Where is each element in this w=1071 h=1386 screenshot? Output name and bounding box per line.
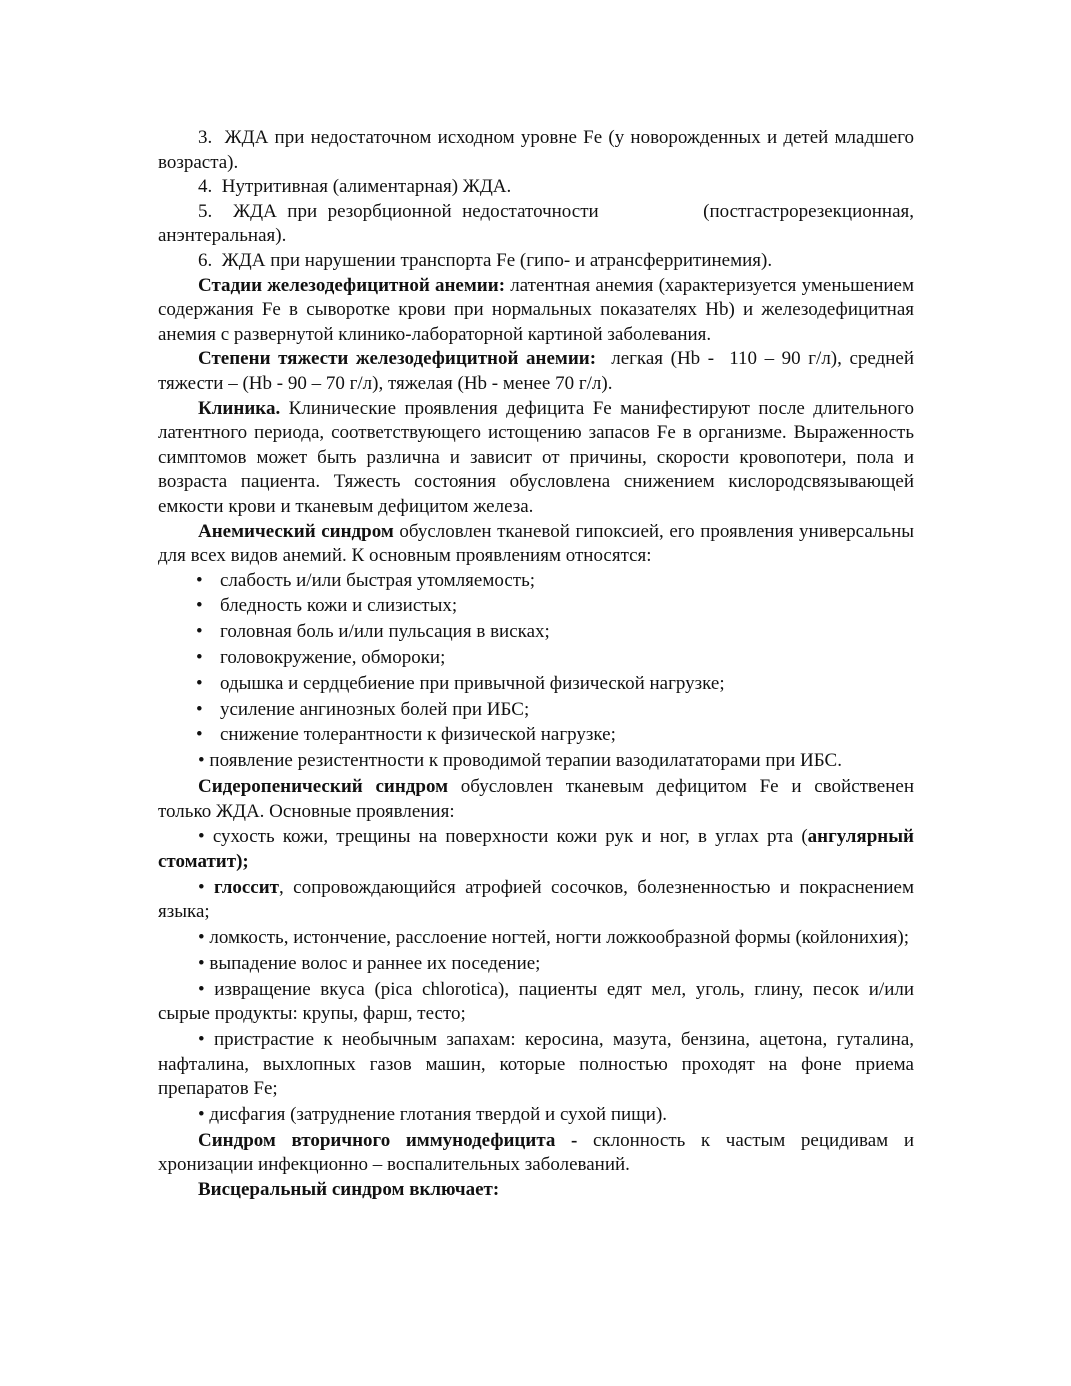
list-item <box>158 825 914 874</box>
list-item <box>158 926 914 951</box>
bullet-icon: • <box>198 927 205 949</box>
list-item-text: ломкость, истончение, расслоение ногтей, ногти ложкообразной формы (койлонихия); <box>209 927 910 949</box>
list-item-text: снижение толерантности к физической нагрузке; <box>220 724 616 746</box>
anemic-bullet-list <box>158 569 914 748</box>
list-item-bold: ангулярный стоматит <box>158 826 915 872</box>
list-item-text: появление резистентности к проводимой терапии вазодилататорами при ИБС. <box>209 750 842 772</box>
bullet-icon: • <box>196 698 203 720</box>
stages-text: латентная анемия (характеризуется уменьшением содержания Fe в сыворотке крови при нормальных показателях Hb) и железодефицитная анемия с развернутой клинико-лабораторной картиной заболевания. <box>158 274 915 345</box>
numbered-item-4 <box>158 175 914 200</box>
bullet-icon: • <box>198 876 205 898</box>
item-number: 5. <box>198 200 213 222</box>
stages-heading: Стадии железодефицитной анемии: <box>198 274 506 296</box>
item-text: Нутритивная (алиментарная) ЖДА. <box>221 176 512 198</box>
numbered-item-3 <box>158 126 914 175</box>
list-item <box>158 672 914 697</box>
clinic-heading: Клиника. <box>198 397 281 419</box>
bullet-icon: • <box>198 1103 205 1125</box>
immuno-paragraph <box>158 1129 914 1178</box>
sideropenic-paragraph <box>158 775 914 824</box>
immuno-text: склонность к частым рецидивам и хронизации инфекционно – воспалительных заболеваний. <box>158 1129 914 1176</box>
list-item <box>158 1103 914 1128</box>
anemic-text: обусловлен тканевой гипоксией, его проявления универсальны для всех видов анемий. К основным проявлениям относятся: <box>158 520 915 567</box>
list-item-text: пристрастие к необычным запахам: керосина, мазута, бензина, ацетона, гуталина, нафталина, выхлопных газов машин, которые полностью проходят на фоне приема препаратов Fe; <box>158 1029 914 1100</box>
list-item-text: слабость и/или быстрая утомляемость; <box>220 569 536 591</box>
anemic-paragraph <box>158 520 914 569</box>
sideropenic-text: обусловлен тканевым дефицитом Fe и свойственен только ЖДА. Основные проявления: <box>158 775 914 822</box>
list-item <box>158 1028 914 1102</box>
list-item-text: головокружение, обмороки; <box>220 647 446 669</box>
anemic-heading: Анемический синдром <box>198 520 394 542</box>
bullet-icon: • <box>196 595 203 617</box>
list-item <box>158 952 914 977</box>
bullet-icon: • <box>196 724 203 746</box>
sideropenic-heading: Сидеропенический синдром <box>198 775 449 797</box>
item-text: ЖДА при недостаточном исходном уровне Fe (у новорожденных и детей младшего возраста). <box>158 127 915 173</box>
bullet-icon: • <box>196 569 203 591</box>
immuno-heading: Синдром вторичного иммунодефицита - <box>198 1129 578 1151</box>
list-item <box>158 978 914 1027</box>
list-item <box>158 723 914 748</box>
stages-paragraph <box>158 274 914 348</box>
list-item-text: бледность кожи и слизистых; <box>220 595 458 617</box>
list-item <box>158 749 914 774</box>
list-item <box>158 646 914 671</box>
list-item <box>158 594 914 619</box>
bullet-icon: • <box>198 1029 205 1050</box>
bullet-icon: • <box>198 750 205 772</box>
severity-text: легкая (Hb - 110 – 90 г/л), средней тяжести – (Hb - 90 – 70 г/л), тяжелая (Hb - менее 70 г/л). <box>158 348 919 394</box>
clinic-text: Клинические проявления дефицита Fe манифестируют после длительного латентного периода, соответствующего истощению запасов Fe в организме. Выраженность симптомов может быть различна и зависит от причины, скорости кровопотери, пола и возраста пациента. Тяжесть состояния обусловлена снижением кислородсвязывающей емкости крови и тканевым дефицитом железа. <box>158 397 914 517</box>
item-text: ЖДА при резорбционной недостаточности (постгастрорезекционная, анэнтеральная). <box>158 200 919 247</box>
visceral-heading: Висцеральный синдром включает: <box>198 1178 500 1200</box>
bullet-icon: • <box>196 647 203 669</box>
bullet-icon: • <box>198 826 205 848</box>
document-page <box>158 126 919 1203</box>
bullet-icon: • <box>198 978 205 1000</box>
severity-heading: Степени тяжести железодефицитной анемии: <box>198 348 597 370</box>
item-text: ЖДА при нарушении транспорта Fe (гипо- и атрансферритинемия). <box>221 249 773 271</box>
list-item-text: , сопровождающийся атрофией сосочков, болезненностью и покраснением языка; <box>158 876 914 923</box>
list-item <box>158 620 914 645</box>
numbered-item-6 <box>158 249 914 274</box>
severity-paragraph <box>158 347 919 396</box>
bullet-icon: • <box>196 621 203 643</box>
list-item <box>158 569 914 594</box>
list-item-bold-end: ); <box>236 850 249 872</box>
list-item-text: дисфагия (затруднение глотания твердой и сухой пищи). <box>209 1103 668 1125</box>
item-number: 4. <box>198 176 213 198</box>
list-item <box>158 698 914 723</box>
bullet-icon: • <box>196 672 203 694</box>
item-number: 3. <box>198 127 213 148</box>
list-item-text: головная боль и/или пульсация в висках; <box>220 621 550 643</box>
numbered-item-5 <box>158 200 919 249</box>
visceral-paragraph <box>158 1178 914 1203</box>
list-item-text: одышка и сердцебиение при привычной физической нагрузке; <box>220 672 725 694</box>
clinic-paragraph <box>158 397 914 520</box>
list-item-text: извращение вкуса (pica chlorotica), пациенты едят мел, уголь, глину, песок и/или сырые продукты: крупы, фарш, тесто; <box>158 978 915 1025</box>
item-number: 6. <box>198 249 213 271</box>
list-item-text: выпадение волос и раннее их поседение; <box>209 952 541 974</box>
bullet-icon: • <box>198 952 205 974</box>
list-item <box>158 876 914 925</box>
list-item-text: усиление ангинозных болей при ИБС; <box>220 698 530 720</box>
list-item-bold: глоссит <box>214 876 280 898</box>
list-item-text: сухость кожи, трещины на поверхности кожи рук и ног, в углах рта ( <box>212 826 808 848</box>
